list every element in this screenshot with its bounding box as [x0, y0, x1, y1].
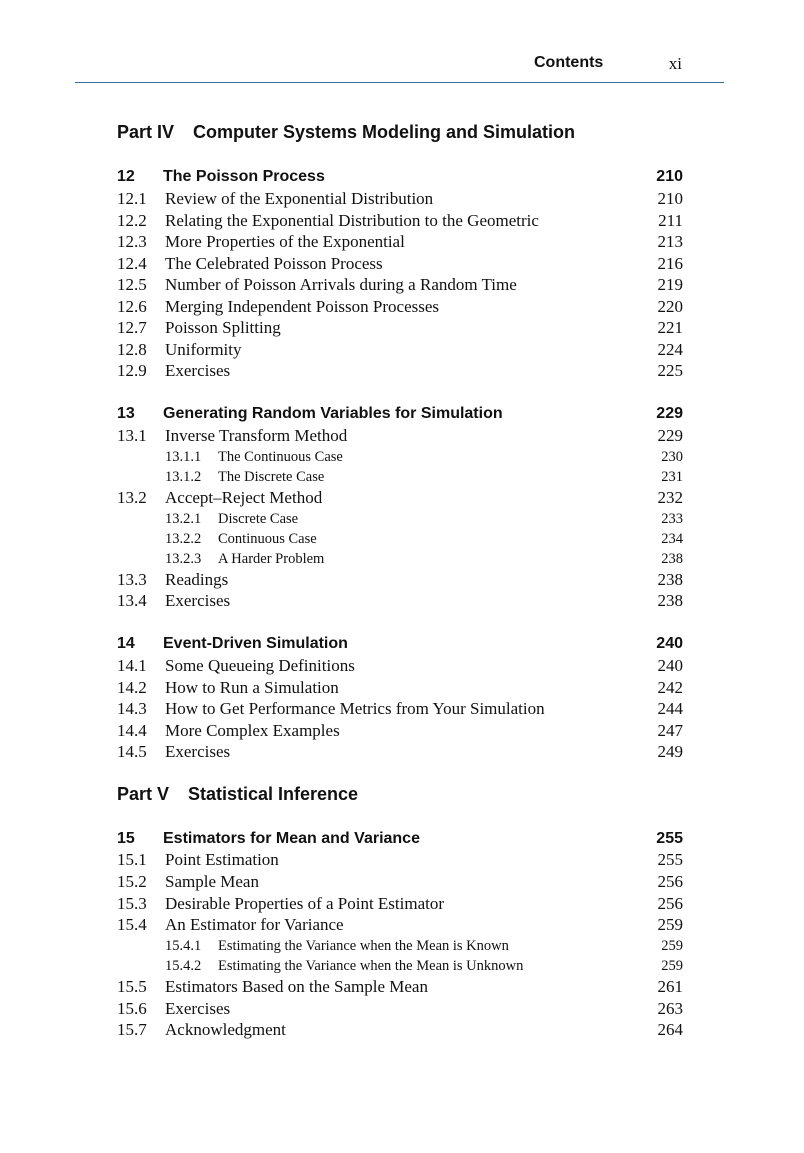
- toc-subsection[interactable]: [117, 531, 683, 552]
- toc-section[interactable]: [117, 872, 683, 893]
- toc-section[interactable]: [117, 297, 683, 318]
- section-page: 211: [658, 211, 683, 230]
- subsection-page: 259: [661, 958, 683, 974]
- subsection-title: The Continuous Case: [218, 449, 343, 465]
- toc-chapter[interactable]: [117, 635, 683, 656]
- chapter-title: Estimators for Mean and Variance: [163, 830, 420, 847]
- section-page: 256: [657, 894, 683, 913]
- section-page: 263: [657, 999, 683, 1018]
- section-number: 12.6: [117, 297, 147, 316]
- section-page: 238: [657, 591, 683, 610]
- subsection-title: Discrete Case: [218, 511, 299, 527]
- section-page: 210: [657, 189, 683, 208]
- section-number: 13.2: [117, 488, 147, 507]
- subsection-page: 231: [661, 469, 683, 485]
- toc-section[interactable]: [117, 275, 683, 296]
- chapter-page: 255: [656, 830, 683, 847]
- section-title: How to Run a Simulation: [165, 678, 339, 697]
- part-title: Statistical Inference: [188, 784, 359, 804]
- section-page: 249: [657, 742, 683, 761]
- section-title: Number of Poisson Arrivals during a Random Time: [165, 275, 517, 294]
- toc-section[interactable]: [117, 977, 683, 998]
- section-number: 15.5: [117, 977, 147, 996]
- toc-section[interactable]: [117, 426, 683, 447]
- section-title: Poisson Splitting: [165, 318, 281, 337]
- chapter-page: 240: [656, 635, 683, 652]
- section-title: Exercises: [165, 591, 231, 610]
- section-page: 238: [657, 570, 683, 589]
- subsection-number: 13.2.1: [165, 511, 202, 527]
- toc-subsection[interactable]: [117, 469, 683, 490]
- toc-section[interactable]: [117, 999, 683, 1020]
- section-number: 14.1: [117, 656, 147, 675]
- toc-section[interactable]: [117, 699, 683, 720]
- section-title: The Celebrated Poisson Process: [165, 254, 383, 273]
- section-number: 14.3: [117, 699, 147, 718]
- section-number: 12.1: [117, 189, 147, 208]
- section-page: 261: [657, 977, 683, 996]
- toc-section[interactable]: [117, 894, 683, 915]
- section-title: An Estimator for Variance: [165, 915, 344, 934]
- section-number: 15.2: [117, 872, 147, 891]
- part-label: Part V: [117, 784, 170, 804]
- chapter-number: 12: [117, 168, 135, 185]
- section-number: 12.8: [117, 340, 147, 359]
- part-heading: [117, 122, 575, 143]
- toc-subsection[interactable]: [117, 551, 683, 572]
- toc-section[interactable]: [117, 232, 683, 253]
- toc-section[interactable]: [117, 318, 683, 339]
- section-page: 216: [657, 254, 683, 273]
- section-number: 14.2: [117, 678, 147, 697]
- section-number: 12.7: [117, 318, 147, 337]
- subsection-number: 13.1.1: [165, 449, 202, 465]
- section-title: Estimators Based on the Sample Mean: [165, 977, 428, 996]
- section-page: 225: [657, 361, 683, 380]
- subsection-page: 238: [661, 551, 683, 567]
- toc-section[interactable]: [117, 488, 683, 509]
- section-number: 15.7: [117, 1020, 147, 1039]
- toc-section[interactable]: [117, 656, 683, 677]
- section-page: 220: [657, 297, 683, 316]
- subsection-number: 13.2.3: [165, 551, 202, 567]
- section-page: 244: [657, 699, 683, 718]
- section-number: 12.2: [117, 211, 147, 230]
- subsection-page: 233: [661, 511, 683, 527]
- chapter-page: 229: [656, 405, 683, 422]
- section-title: How to Get Performance Metrics from Your Simulation: [165, 699, 545, 718]
- section-page: 224: [657, 340, 683, 359]
- toc-section[interactable]: [117, 850, 683, 871]
- toc-chapter[interactable]: [117, 168, 683, 189]
- section-title: Relating the Exponential Distribution to the Geometric: [165, 211, 539, 230]
- section-page: 229: [657, 426, 683, 445]
- subsection-title: The Discrete Case: [218, 469, 325, 485]
- section-number: 13.3: [117, 570, 147, 589]
- subsection-title: Continuous Case: [218, 531, 317, 547]
- section-page: 264: [657, 1020, 683, 1039]
- section-title: Inverse Transform Method: [165, 426, 348, 445]
- toc-subsection[interactable]: [117, 449, 683, 470]
- chapter-title: The Poisson Process: [163, 168, 325, 185]
- section-number: 13.1: [117, 426, 147, 445]
- section-page: 213: [657, 232, 683, 251]
- part-heading: [117, 784, 358, 805]
- toc-section[interactable]: [117, 915, 683, 936]
- section-title: Exercises: [165, 999, 231, 1018]
- section-title: Sample Mean: [165, 872, 259, 891]
- toc-chapter[interactable]: [117, 405, 683, 426]
- section-number: 15.4: [117, 915, 147, 934]
- section-page: 242: [657, 678, 683, 697]
- section-number: 15.6: [117, 999, 147, 1018]
- chapter-number: 13: [117, 405, 135, 422]
- section-page: 247: [657, 721, 683, 740]
- section-number: 12.4: [117, 254, 147, 273]
- subsection-number: 13.1.2: [165, 469, 202, 485]
- section-number: 14.4: [117, 721, 147, 740]
- section-page: 219: [657, 275, 683, 294]
- section-title: Acknowledgment: [165, 1020, 286, 1039]
- toc-section[interactable]: [117, 254, 683, 275]
- part-title: Computer Systems Modeling and Simulation: [193, 122, 576, 142]
- section-title: Exercises: [165, 742, 231, 761]
- toc-section[interactable]: [117, 721, 683, 742]
- section-title: Readings: [165, 570, 229, 589]
- chapter-title: Event-Driven Simulation: [163, 635, 348, 652]
- section-page: 232: [657, 488, 683, 507]
- toc-chapter[interactable]: [117, 830, 683, 851]
- toc-subsection[interactable]: [117, 958, 683, 979]
- section-title: Merging Independent Poisson Processes: [165, 297, 440, 316]
- running-header-title: Contents: [534, 54, 604, 71]
- section-number: 14.5: [117, 742, 147, 761]
- chapter-page: 210: [656, 168, 683, 185]
- section-number: 15.1: [117, 850, 147, 869]
- chapter-number: 15: [117, 830, 135, 847]
- subsection-number: 15.4.1: [165, 938, 202, 954]
- subsection-title: Estimating the Variance when the Mean is Known: [218, 938, 509, 954]
- section-number: 13.4: [117, 591, 147, 610]
- chapter-title: Generating Random Variables for Simulation: [163, 405, 503, 422]
- section-page: 240: [657, 656, 683, 675]
- section-number: 12.9: [117, 361, 147, 380]
- toc-section[interactable]: [117, 1020, 683, 1041]
- toc-section[interactable]: [117, 211, 683, 232]
- toc-section[interactable]: [117, 340, 683, 361]
- section-title: Desirable Properties of a Point Estimator: [165, 894, 445, 913]
- running-header: [75, 54, 724, 83]
- section-title: Accept–Reject Method: [165, 488, 323, 507]
- section-number: 12.5: [117, 275, 147, 294]
- chapter-number: 14: [117, 635, 135, 652]
- toc-section[interactable]: [117, 678, 683, 699]
- subsection-page: 234: [661, 531, 683, 547]
- subsection-page: 259: [661, 938, 683, 954]
- section-title: More Complex Examples: [165, 721, 340, 740]
- section-title: Review of the Exponential Distribution: [165, 189, 434, 208]
- section-title: Exercises: [165, 361, 231, 380]
- toc-subsection[interactable]: [117, 938, 683, 959]
- subsection-title: Estimating the Variance when the Mean is Unknown: [218, 958, 524, 974]
- toc-section[interactable]: [117, 742, 683, 763]
- section-page: 256: [657, 872, 683, 891]
- section-title: More Properties of the Exponential: [165, 232, 405, 251]
- subsection-title: A Harder Problem: [218, 551, 325, 567]
- section-title: Uniformity: [165, 340, 242, 359]
- running-header-page-number: xi: [668, 54, 682, 73]
- section-number: 15.3: [117, 894, 147, 913]
- section-page: 221: [657, 318, 683, 337]
- subsection-number: 13.2.2: [165, 531, 202, 547]
- section-page: 259: [657, 915, 683, 934]
- subsection-page: 230: [661, 449, 683, 465]
- toc-section[interactable]: [117, 189, 683, 210]
- section-title: Point Estimation: [165, 850, 279, 869]
- subsection-number: 15.4.2: [165, 958, 202, 974]
- toc-section[interactable]: [117, 570, 683, 591]
- toc-subsection[interactable]: [117, 511, 683, 532]
- section-number: 12.3: [117, 232, 147, 251]
- toc-section[interactable]: [117, 361, 683, 382]
- toc-section[interactable]: [117, 591, 683, 612]
- section-title: Some Queueing Definitions: [165, 656, 355, 675]
- section-page: 255: [657, 850, 683, 869]
- part-label: Part IV: [117, 122, 175, 142]
